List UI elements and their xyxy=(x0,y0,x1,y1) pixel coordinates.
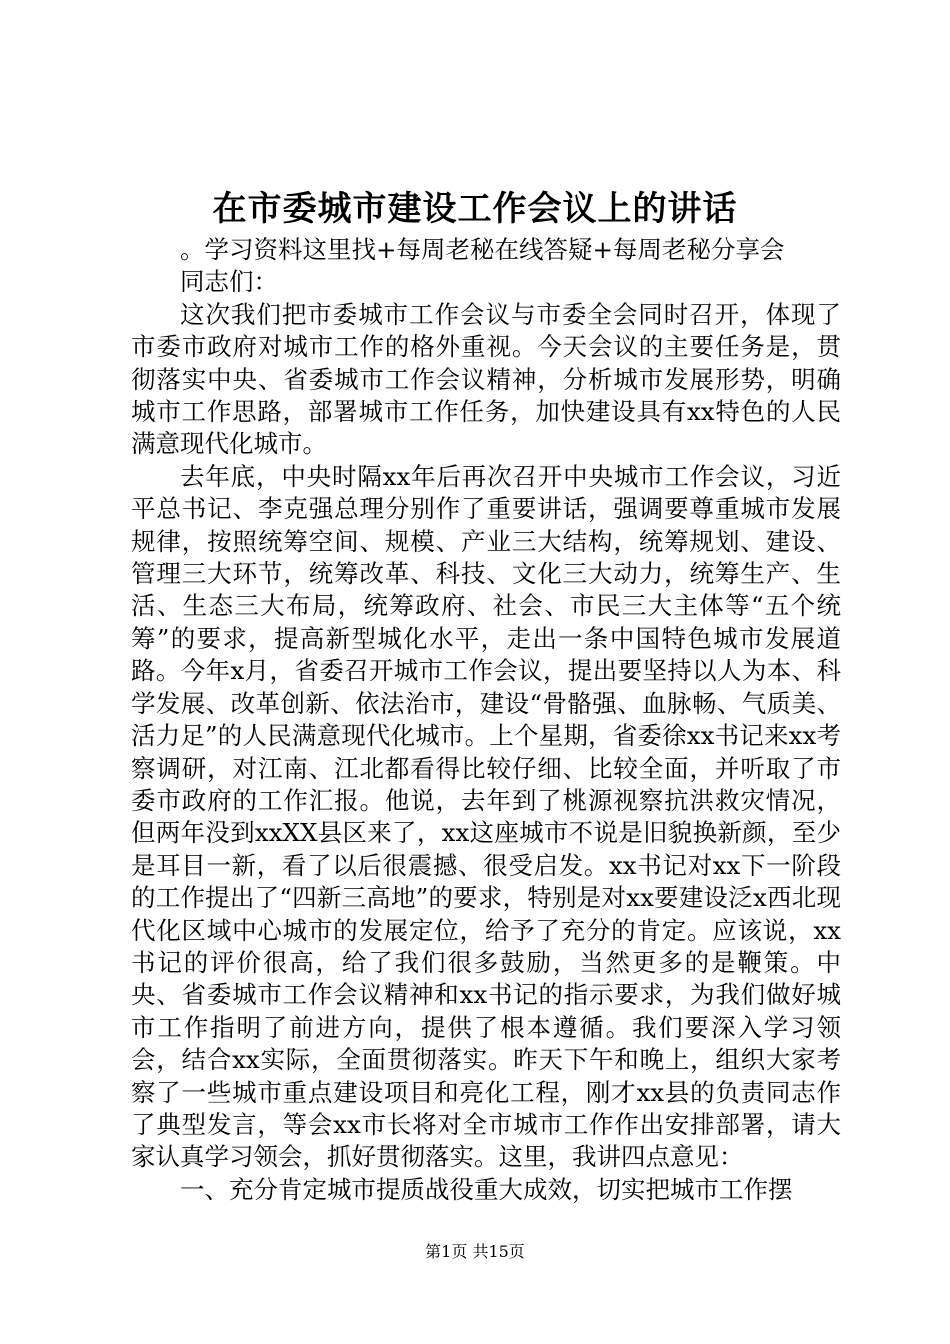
intro-line: 。学习资料这里找+每周老秘在线答疑+每周老秘分享会 xyxy=(180,235,785,264)
salutation: 同志们： xyxy=(180,267,278,297)
paragraph-background: 去年底，中央时隔xx年后再次召开中央城市工作会议，习近平总书记、李克强总理分别作了重要讲话，强调要尊重城市发展规律，按照统筹空间、规模、产业三大结构，统筹规划、建设、管理三大环节，统筹改革、科技、文化三大动力，统筹生产、生活、生态三大布局，统筹政府、社会、市民三大主体等“五个统筹”的要求，提高新型城化水平，走出一条中国特色城市发展道路。今年x月，省委召开城市工作会议，提出要坚持以人为本、科学发展、改革创新、依法治市，建设“骨骼强、血脉畅、气质美、活力足”的人民满意现代化城市。上个星期，省委徐xx书记来xx考察调研，对江南、江北都看得比较仔细、比较全面，并听取了市委市政府的工作汇报。他说，去年到了桃源视察抗洪救灾情况，但两年没到xxXX县区来了，xx这座城市不说是旧貌换新颜，至少是耳目一新，看了以后很震撼、很受启发。xx书记对xx下一阶段的工作提出了“四新三高地”的要求，特别是对xx要建设泛x西北现代化区域中心城市的发展定位，给予了充分的肯定。应该说，xx书记的评价很高，给了我们很多鼓励，当然更多的是鞭策。中央、省委城市工作会议精神和xx书记的指示要求，为我们做好城市工作指明了前进方向，提供了根本遵循。我们要深入学习领会，结合xx实际，全面贯彻落实。昨天下午和晚上，组织大家考察了一些城市重点建设项目和亮化工程，刚才xx县的负责同志作了典型发言，等会xx市长将对全市城市工作作出安排部署，请大家认真学习领会，抓好贯彻落实。这里，我讲四点意见： xyxy=(131,461,841,1172)
page-number-footer: 第1页 共15页 xyxy=(425,1242,525,1261)
document-body xyxy=(131,234,841,1206)
paragraph-opening: 这次我们把市委城市工作会议与市委全会同时召开，体现了市委市政府对城市工作的格外重视。今天会议的主要任务是，贯彻落实中央、省委城市工作会议精神，分析城市发展形势，明确城市工作思路，部署城市工作任务，加快建设具有xx特色的人民满意现代化城市。 xyxy=(131,299,841,459)
section-heading-1: 一、充分肯定城市提质战役重大成效，切实把城市工作摆 xyxy=(180,1174,793,1204)
document-title: 在市委城市建设工作会议上的讲话 xyxy=(212,189,738,229)
